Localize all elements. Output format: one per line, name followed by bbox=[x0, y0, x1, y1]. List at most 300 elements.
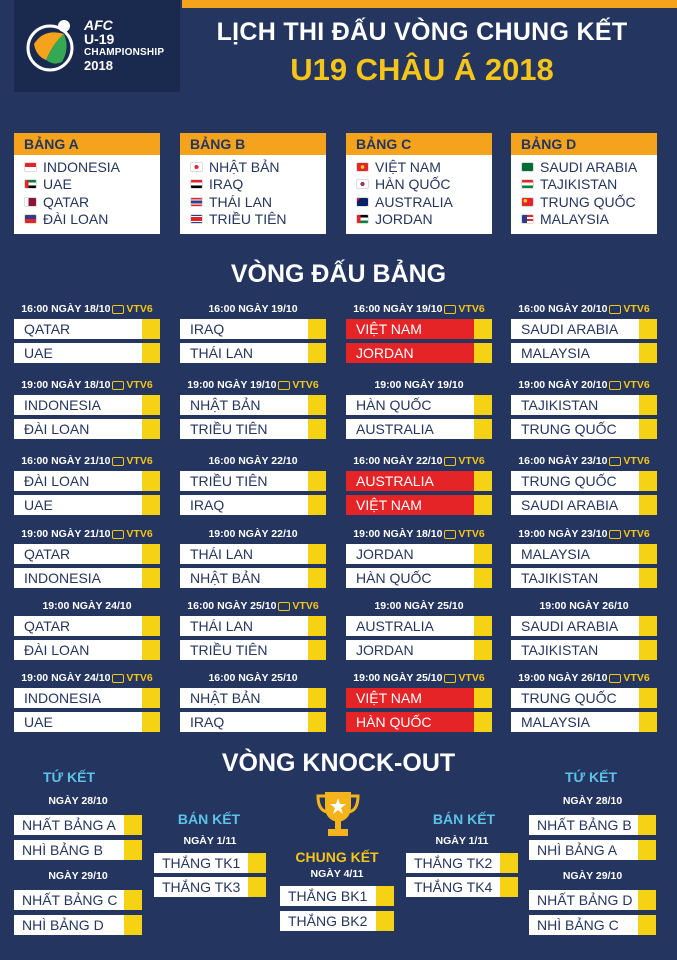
tv-channel-label: VTV6 bbox=[623, 455, 650, 467]
team-name: IRAQ bbox=[190, 497, 225, 513]
score-box bbox=[474, 640, 492, 660]
group-name: BẢNG A bbox=[14, 133, 160, 155]
match-team-home bbox=[180, 471, 326, 491]
match-time bbox=[180, 670, 326, 686]
japan-flag-icon bbox=[190, 162, 203, 172]
tv-channel bbox=[444, 528, 484, 540]
logo-line-championship: CHAMPIONSHIP bbox=[84, 47, 165, 58]
match-time-text: 19:00 NGÀY 26/10 bbox=[539, 600, 629, 612]
saudi-flag-icon bbox=[521, 162, 534, 172]
score-box bbox=[639, 688, 657, 708]
tv-icon bbox=[112, 381, 124, 390]
group-team bbox=[521, 193, 657, 211]
score-box bbox=[142, 688, 160, 708]
group-team bbox=[190, 193, 326, 211]
team-name: ĐÀI LOAN bbox=[24, 473, 90, 489]
match-card bbox=[511, 670, 657, 732]
match-team-home bbox=[511, 471, 657, 491]
match-team-home bbox=[14, 544, 160, 564]
score-box bbox=[142, 544, 160, 564]
match-team-away bbox=[511, 568, 657, 588]
match-card bbox=[346, 453, 492, 515]
knockout-team: NHẤT BẢNG B bbox=[537, 817, 632, 833]
team-name: INDONESIA bbox=[24, 690, 102, 706]
tv-channel-label: VTV6 bbox=[623, 303, 650, 315]
group-card-3 bbox=[511, 133, 657, 234]
team-name: QATAR bbox=[43, 193, 90, 210]
team-name: IRAQ bbox=[209, 176, 244, 193]
team-name: TRIỀU TIÊN bbox=[190, 473, 268, 489]
score-box bbox=[124, 840, 142, 860]
tv-icon bbox=[609, 305, 621, 314]
match-time-text: 16:00 NGÀY 21/10 bbox=[21, 455, 111, 467]
knockout-team: THẮNG TK4 bbox=[414, 879, 493, 895]
match-team-away bbox=[14, 568, 160, 588]
group-team bbox=[521, 176, 657, 194]
match-team-home bbox=[14, 688, 160, 708]
match-time bbox=[346, 526, 492, 542]
knockout-team: THẮNG TK3 bbox=[162, 879, 241, 895]
tv-channel-label: VTV6 bbox=[292, 379, 319, 391]
team-name: TAJIKISTAN bbox=[540, 176, 618, 193]
match-card bbox=[511, 377, 657, 439]
match-team-away bbox=[346, 419, 492, 439]
team-name: TRUNG QUỐC bbox=[521, 473, 617, 489]
match-time-text: 19:00 NGÀY 20/10 bbox=[518, 379, 608, 391]
group-card-1 bbox=[180, 133, 326, 234]
score-box bbox=[124, 815, 142, 835]
match-card bbox=[511, 301, 657, 363]
match-card bbox=[14, 453, 160, 515]
group-name: BẢNG B bbox=[180, 133, 326, 155]
tv-channel bbox=[609, 455, 649, 467]
team-name: HÀN QUỐC bbox=[375, 176, 451, 193]
semifinal-date: NGÀY 1/11 bbox=[183, 835, 237, 847]
score-box bbox=[500, 877, 518, 897]
score-box bbox=[474, 471, 492, 491]
knockout-slot bbox=[406, 853, 518, 873]
match-team-home bbox=[346, 395, 492, 415]
match-card bbox=[14, 670, 160, 732]
tv-channel-label: VTV6 bbox=[458, 455, 485, 467]
taiwan-flag-icon bbox=[24, 214, 37, 224]
vietnam-flag-icon bbox=[356, 162, 369, 172]
group-team bbox=[356, 193, 492, 211]
knockout-team: NHÌ BẢNG D bbox=[22, 917, 104, 933]
team-name: VIỆT NAM bbox=[346, 688, 474, 708]
knockout-slot bbox=[529, 915, 656, 935]
match-time bbox=[346, 453, 492, 469]
score-box bbox=[142, 495, 160, 515]
score-box bbox=[124, 890, 142, 910]
team-name: VIỆT NAM bbox=[346, 319, 474, 339]
final-label: CHUNG KẾT bbox=[295, 849, 379, 865]
tv-icon bbox=[609, 381, 621, 390]
tv-channel bbox=[112, 672, 152, 684]
score-box bbox=[142, 395, 160, 415]
knockout-slot bbox=[14, 890, 142, 910]
match-time bbox=[511, 377, 657, 393]
knockout-slot bbox=[14, 915, 142, 935]
team-name: HÀN QUỐC bbox=[356, 570, 432, 586]
score-box bbox=[474, 419, 492, 439]
match-time-text: 19:00 NGÀY 18/10 bbox=[21, 379, 111, 391]
knockout-team: THẮNG TK1 bbox=[162, 855, 241, 871]
match-team-home bbox=[14, 395, 160, 415]
team-name: VIỆT NAM bbox=[375, 158, 441, 175]
jordan-flag-icon bbox=[356, 214, 369, 224]
score-box bbox=[308, 544, 326, 564]
south-korea-flag-icon bbox=[356, 179, 369, 189]
tv-icon bbox=[444, 530, 456, 539]
match-team-home bbox=[511, 544, 657, 564]
team-name: MALAYSIA bbox=[521, 714, 590, 730]
tv-icon bbox=[444, 674, 456, 683]
knockout-team: THẮNG BK1 bbox=[288, 888, 368, 904]
match-team-home bbox=[14, 471, 160, 491]
group-team bbox=[24, 176, 160, 194]
score-box bbox=[142, 568, 160, 588]
score-box bbox=[639, 495, 657, 515]
group-team bbox=[190, 176, 326, 194]
knockout-slot bbox=[280, 911, 394, 931]
team-name: NHẬT BẢN bbox=[209, 158, 280, 175]
tv-icon bbox=[609, 530, 621, 539]
team-name: JORDAN bbox=[375, 211, 433, 228]
match-team-away bbox=[14, 343, 160, 363]
score-box bbox=[474, 568, 492, 588]
score-box bbox=[638, 890, 656, 910]
match-time bbox=[511, 526, 657, 542]
match-time-text: 16:00 NGÀY 19/10 bbox=[353, 303, 443, 315]
match-team-away bbox=[511, 495, 657, 515]
match-team-home bbox=[14, 616, 160, 636]
score-box bbox=[248, 853, 266, 873]
score-box bbox=[474, 343, 492, 363]
match-team-home bbox=[180, 319, 326, 339]
team-name: QATAR bbox=[24, 321, 71, 337]
match-team-away bbox=[346, 712, 492, 732]
match-card bbox=[14, 526, 160, 588]
tv-channel bbox=[444, 455, 484, 467]
logo-line-afc: AFC bbox=[84, 17, 113, 33]
quarterfinal-label-right: TỨ KẾT bbox=[564, 769, 618, 785]
score-box bbox=[474, 544, 492, 564]
score-box bbox=[376, 886, 394, 906]
match-time bbox=[180, 377, 326, 393]
tv-icon bbox=[609, 674, 621, 683]
team-name: QATAR bbox=[24, 546, 71, 562]
team-name: IRAQ bbox=[190, 321, 225, 337]
match-time-text: 19:00 NGÀY 25/10 bbox=[353, 672, 443, 684]
match-team-away bbox=[180, 568, 326, 588]
uae-flag-icon bbox=[24, 179, 37, 189]
match-time-text: 19:00 NGÀY 19/10 bbox=[374, 379, 464, 391]
group-team bbox=[521, 158, 657, 176]
match-time bbox=[180, 453, 326, 469]
score-box bbox=[638, 915, 656, 935]
score-box bbox=[639, 544, 657, 564]
match-time bbox=[511, 453, 657, 469]
knockout-slot bbox=[14, 815, 142, 835]
iraq-flag-icon bbox=[190, 179, 203, 189]
knockout-slot bbox=[14, 840, 142, 860]
match-team-away bbox=[346, 640, 492, 660]
match-time-text: 19:00 NGÀY 22/10 bbox=[208, 528, 298, 540]
knockout-team: NHÌ BẢNG B bbox=[22, 842, 103, 858]
team-name: NHẬT BẢN bbox=[190, 690, 261, 706]
knockout-team: THẮNG BK2 bbox=[288, 913, 368, 929]
thailand-flag-icon bbox=[190, 197, 203, 207]
tv-channel-label: VTV6 bbox=[126, 672, 153, 684]
match-card bbox=[511, 526, 657, 588]
semifinal-label-left: BÁN KẾT bbox=[177, 811, 241, 827]
tv-icon bbox=[112, 530, 124, 539]
indonesia-flag-icon bbox=[24, 162, 37, 172]
score-box bbox=[308, 688, 326, 708]
team-name: AUSTRALIA bbox=[356, 421, 434, 437]
score-box bbox=[142, 419, 160, 439]
knockout-slot bbox=[529, 840, 656, 860]
match-team-away bbox=[346, 495, 492, 515]
match-team-away bbox=[346, 343, 492, 363]
score-box bbox=[639, 419, 657, 439]
match-time bbox=[14, 598, 160, 614]
semifinal-date: NGÀY 1/11 bbox=[435, 835, 489, 847]
final-date: NGÀY 4/11 bbox=[310, 868, 364, 880]
match-time bbox=[511, 670, 657, 686]
score-box bbox=[308, 419, 326, 439]
tv-channel-label: VTV6 bbox=[292, 600, 319, 612]
tv-channel-label: VTV6 bbox=[126, 528, 153, 540]
match-team-away bbox=[14, 419, 160, 439]
team-name: INDONESIA bbox=[24, 397, 102, 413]
trophy-icon bbox=[315, 788, 361, 840]
match-team-away bbox=[180, 712, 326, 732]
quarterfinal-label-left: TỨ KẾT bbox=[42, 769, 96, 785]
group-name: BẢNG D bbox=[511, 133, 657, 155]
team-name: AUSTRALIA bbox=[346, 471, 474, 491]
match-card bbox=[180, 377, 326, 439]
knockout-team: NHẤT BẢNG C bbox=[22, 892, 118, 908]
group-card-0 bbox=[14, 133, 160, 234]
quarterfinal-date: NGÀY 28/10 bbox=[48, 795, 108, 807]
match-team-away bbox=[511, 712, 657, 732]
match-time bbox=[511, 598, 657, 614]
score-box bbox=[142, 712, 160, 732]
match-time bbox=[14, 670, 160, 686]
score-box bbox=[474, 616, 492, 636]
match-time-text: 16:00 NGÀY 23/10 bbox=[518, 455, 608, 467]
group-stage-title: VÒNG ĐẤU BẢNG bbox=[230, 260, 447, 288]
quarterfinal-date: NGÀY 29/10 bbox=[562, 870, 623, 882]
match-team-home bbox=[346, 616, 492, 636]
team-name: TAJIKISTAN bbox=[521, 642, 599, 658]
knockout-team: THẮNG TK2 bbox=[414, 855, 493, 871]
match-time-text: 19:00 NGÀY 21/10 bbox=[21, 528, 111, 540]
match-team-away bbox=[14, 712, 160, 732]
match-time-text: 19:00 NGÀY 23/10 bbox=[518, 528, 608, 540]
semifinal-label-right: BÁN KẾT bbox=[432, 811, 496, 827]
match-card bbox=[14, 598, 160, 660]
team-name: THÁI LAN bbox=[190, 618, 254, 634]
score-box bbox=[639, 343, 657, 363]
tv-icon bbox=[278, 602, 290, 611]
tv-channel bbox=[278, 600, 318, 612]
team-name: TRUNG QUỐC bbox=[540, 193, 636, 210]
tv-channel bbox=[112, 303, 152, 315]
match-time-text: 16:00 NGÀY 25/10 bbox=[187, 600, 277, 612]
team-name: SAUDI ARABIA bbox=[540, 158, 638, 175]
match-time bbox=[346, 598, 492, 614]
match-card bbox=[511, 453, 657, 515]
group-team bbox=[24, 211, 160, 229]
match-team-home bbox=[346, 471, 492, 491]
tv-icon bbox=[112, 305, 124, 314]
score-box bbox=[308, 568, 326, 588]
score-box bbox=[142, 343, 160, 363]
team-name: THÁI LAN bbox=[190, 546, 254, 562]
team-name: THÁI LAN bbox=[209, 193, 273, 210]
match-card bbox=[346, 526, 492, 588]
match-team-away bbox=[14, 640, 160, 660]
group-team bbox=[190, 211, 326, 229]
match-card bbox=[346, 377, 492, 439]
team-name: SAUDI ARABIA bbox=[521, 618, 619, 634]
score-box bbox=[308, 395, 326, 415]
score-box bbox=[638, 840, 656, 860]
afc-logo bbox=[14, 0, 180, 92]
score-box bbox=[474, 688, 492, 708]
team-name: TRUNG QUỐC bbox=[521, 690, 617, 706]
match-time bbox=[14, 453, 160, 469]
team-name: THÁI LAN bbox=[190, 345, 254, 361]
team-name: ĐÀI LOAN bbox=[24, 642, 90, 658]
team-name: NHẬT BẢN bbox=[190, 570, 261, 586]
match-card bbox=[14, 301, 160, 363]
match-team-home bbox=[180, 544, 326, 564]
tv-channel-label: VTV6 bbox=[623, 672, 650, 684]
tv-channel bbox=[112, 528, 152, 540]
knockout-title: VÒNG KNOCK-OUT bbox=[221, 749, 456, 777]
team-name: MALAYSIA bbox=[521, 345, 590, 361]
tv-icon bbox=[444, 457, 456, 466]
tv-channel-label: VTV6 bbox=[126, 303, 153, 315]
team-name: INDONESIA bbox=[24, 570, 102, 586]
score-box bbox=[638, 815, 656, 835]
team-name: TRUNG QUỐC bbox=[521, 421, 617, 437]
logo-line-year: 2018 bbox=[84, 58, 113, 73]
team-name: SAUDI ARABIA bbox=[521, 321, 619, 337]
match-team-home bbox=[511, 319, 657, 339]
team-name: UAE bbox=[24, 345, 53, 361]
tv-channel bbox=[609, 303, 649, 315]
tv-channel bbox=[112, 455, 152, 467]
match-card bbox=[14, 377, 160, 439]
quarterfinal-date: NGÀY 29/10 bbox=[48, 870, 108, 882]
match-team-home bbox=[511, 688, 657, 708]
match-team-home bbox=[14, 319, 160, 339]
group-team bbox=[356, 211, 492, 229]
match-time bbox=[180, 301, 326, 317]
quarterfinal-date: NGÀY 28/10 bbox=[562, 795, 623, 807]
score-box bbox=[639, 319, 657, 339]
team-name: AUSTRALIA bbox=[375, 193, 453, 210]
match-team-home bbox=[511, 616, 657, 636]
match-card bbox=[346, 301, 492, 363]
team-name: SAUDI ARABIA bbox=[521, 497, 619, 513]
group-team bbox=[24, 158, 160, 176]
knockout-team: NHẤT BẢNG D bbox=[537, 892, 633, 908]
team-name: JORDAN bbox=[346, 343, 474, 363]
page-title: LỊCH THI ĐẤU VÒNG CHUNG KẾT bbox=[216, 18, 628, 46]
tv-channel-label: VTV6 bbox=[623, 379, 650, 391]
team-name: AUSTRALIA bbox=[356, 618, 434, 634]
tv-channel bbox=[444, 672, 484, 684]
knockout-slot bbox=[529, 815, 656, 835]
team-name: HÀN QUỐC bbox=[356, 397, 432, 413]
china-flag-icon bbox=[521, 197, 534, 207]
north-korea-flag-icon bbox=[190, 214, 203, 224]
knockout-slot bbox=[154, 877, 266, 897]
match-time bbox=[346, 670, 492, 686]
match-time-text: 19:00 NGÀY 26/10 bbox=[518, 672, 608, 684]
score-box bbox=[308, 495, 326, 515]
match-team-away bbox=[180, 343, 326, 363]
match-card bbox=[180, 526, 326, 588]
match-time bbox=[180, 526, 326, 542]
group-team bbox=[356, 176, 492, 194]
match-card bbox=[180, 301, 326, 363]
team-name: IRAQ bbox=[190, 714, 225, 730]
team-name: JORDAN bbox=[356, 642, 414, 658]
match-time-text: 16:00 NGÀY 22/10 bbox=[208, 455, 298, 467]
score-box bbox=[474, 495, 492, 515]
team-name: TAJIKISTAN bbox=[521, 570, 599, 586]
score-box bbox=[639, 616, 657, 636]
match-team-away bbox=[180, 640, 326, 660]
match-team-away bbox=[180, 495, 326, 515]
score-box bbox=[639, 568, 657, 588]
team-name: TRIỀU TIÊN bbox=[209, 211, 287, 228]
match-time-text: 19:00 NGÀY 19/10 bbox=[187, 379, 277, 391]
match-team-away bbox=[14, 495, 160, 515]
tv-icon bbox=[609, 457, 621, 466]
match-time-text: 16:00 NGÀY 20/10 bbox=[518, 303, 608, 315]
match-time bbox=[346, 301, 492, 317]
knockout-slot bbox=[529, 890, 656, 910]
match-team-away bbox=[511, 419, 657, 439]
tv-channel bbox=[278, 379, 318, 391]
match-team-home bbox=[346, 688, 492, 708]
match-time bbox=[511, 301, 657, 317]
tv-channel-label: VTV6 bbox=[458, 303, 485, 315]
score-box bbox=[308, 343, 326, 363]
tv-channel bbox=[609, 528, 649, 540]
team-name: MALAYSIA bbox=[521, 546, 590, 562]
score-box bbox=[308, 616, 326, 636]
group-team bbox=[356, 158, 492, 176]
team-name: INDONESIA bbox=[43, 158, 121, 175]
knockout-slot bbox=[154, 853, 266, 873]
score-box bbox=[142, 640, 160, 660]
team-name: QATAR bbox=[24, 618, 71, 634]
tv-channel-label: VTV6 bbox=[126, 379, 153, 391]
match-card bbox=[346, 670, 492, 732]
score-box bbox=[124, 915, 142, 935]
knockout-slot bbox=[406, 877, 518, 897]
score-box bbox=[639, 712, 657, 732]
